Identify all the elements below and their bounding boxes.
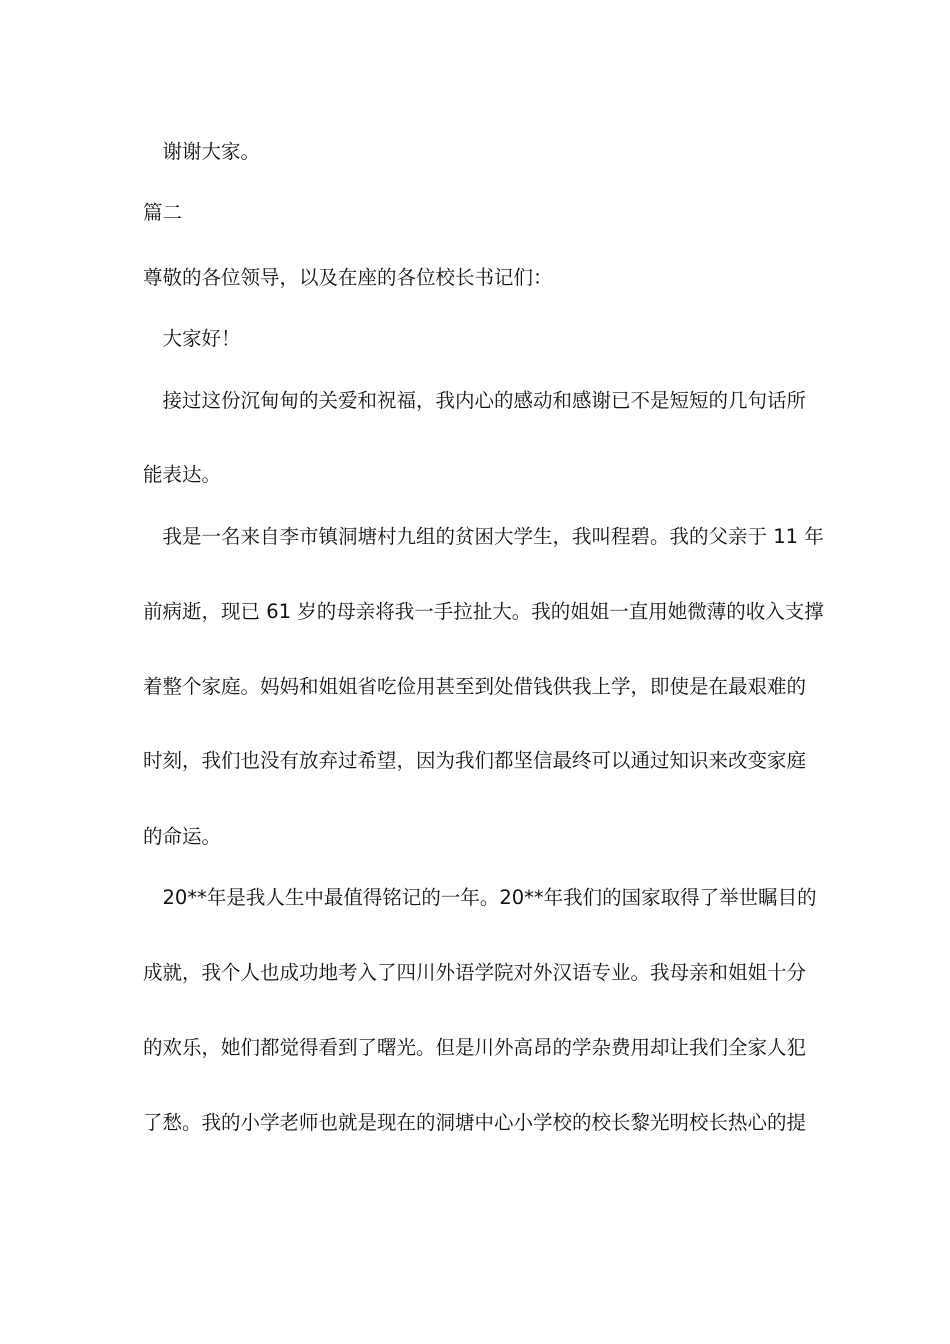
paragraph-line: 时刻，我们也没有放弃过希望，因为我们都坚信最终可以通过知识来改变家庭 bbox=[143, 749, 807, 772]
greeting-line: 大家好！ bbox=[143, 327, 241, 350]
paragraph-line: 的欢乐，她们都觉得看到了曙光。但是川外高昂的学杂费用却让我们全家人犯 bbox=[143, 1036, 807, 1059]
paragraph-line: 的命运。 bbox=[143, 825, 222, 848]
paragraph-line: 20**年是我人生中最值得铭记的一年。20**年我们的国家取得了举世瞩目的 bbox=[143, 886, 817, 909]
paragraph-line: 能表达。 bbox=[143, 463, 222, 486]
paragraph-line: 着整个家庭。妈妈和姐姐省吃俭用甚至到处借钱供我上学，即使是在最艰难的 bbox=[143, 675, 807, 698]
paragraph-line: 接过这份沉甸甸的关爱和祝福，我内心的感动和感谢已不是短短的几句话所 bbox=[143, 389, 807, 412]
paragraph-line: 我是一名来自李市镇洞塘村九组的贫困大学生，我叫程碧。我的父亲于 11 年 bbox=[143, 525, 824, 548]
paragraph-line: 了愁。我的小学老师也就是现在的洞塘中心小学校的校长黎光明校长热心的提 bbox=[143, 1111, 807, 1134]
section-heading: 篇二 bbox=[143, 201, 183, 224]
paragraph-line: 前病逝，现已 61 岁的母亲将我一手拉扯大。我的姐姐一直用她微薄的收入支撑 bbox=[143, 600, 824, 623]
salutation-line: 尊敬的各位领导，以及在座的各位校长书记们： bbox=[143, 266, 553, 289]
text-line: 谢谢大家。 bbox=[143, 140, 261, 163]
paragraph-line: 成就，我个人也成功地考入了四川外语学院对外汉语专业。我母亲和姐姐十分 bbox=[143, 961, 807, 984]
